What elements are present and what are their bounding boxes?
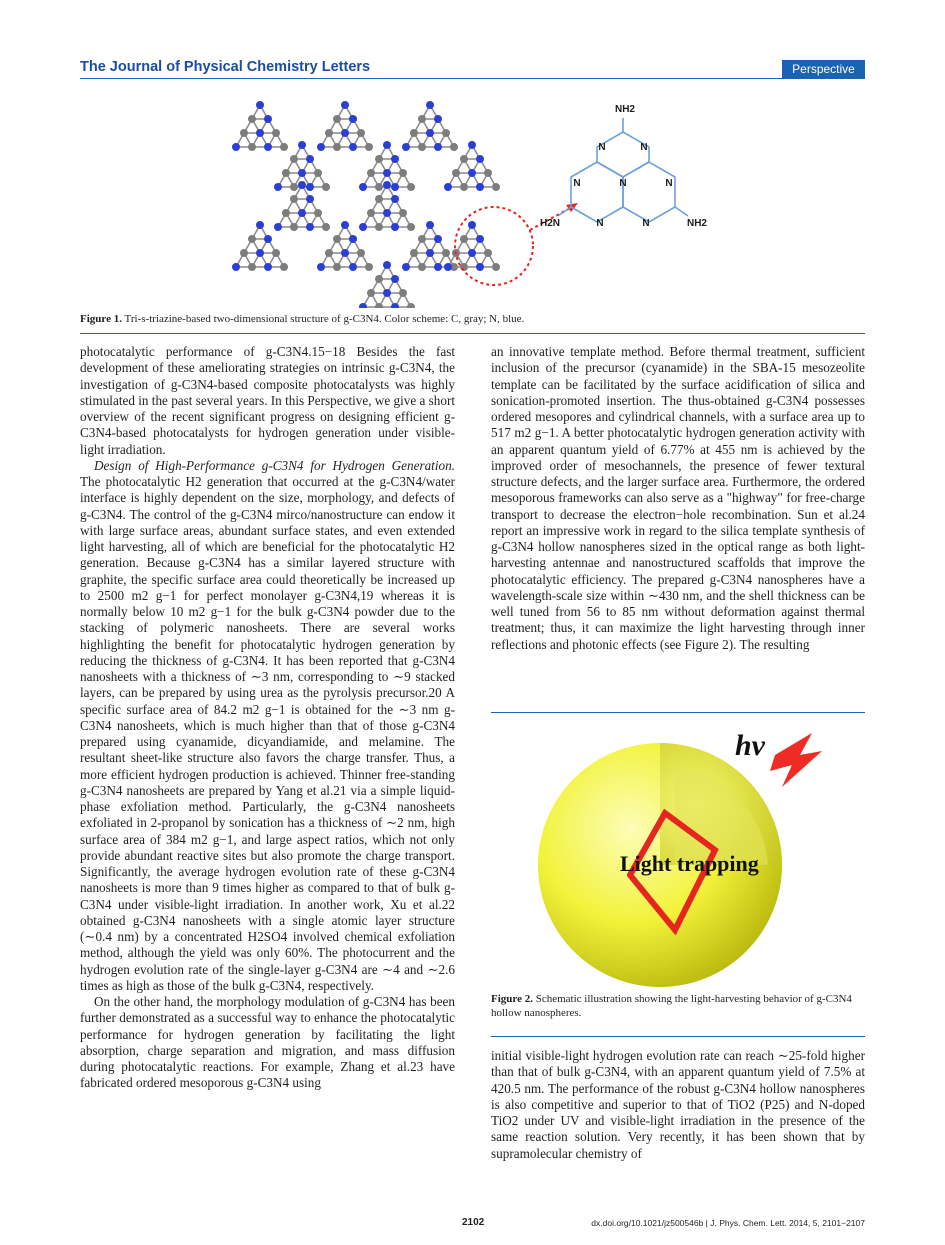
hv-label: hv <box>735 729 765 762</box>
carbon-atom <box>365 143 373 151</box>
carbon-atom <box>272 249 280 257</box>
carbon-atom <box>333 115 341 123</box>
right-column-top <box>491 344 865 653</box>
nitrogen-atom <box>256 129 264 137</box>
nitrogen-atom <box>306 195 314 203</box>
carbon-atom <box>290 183 298 191</box>
nitrogen-atom <box>468 221 476 229</box>
nitrogen-atom <box>383 181 391 189</box>
nitrogen-atom <box>317 263 325 271</box>
nitrogen-atom <box>476 155 484 163</box>
nitrogen-atom <box>476 183 484 191</box>
nitrogen-atom <box>391 155 399 163</box>
carbon-atom <box>452 169 460 177</box>
section-heading: Design of High-Performance g-C3N4 for Hydrogen Generation. <box>94 457 455 473</box>
carbon-atom <box>282 209 290 217</box>
carbon-atom <box>367 209 375 217</box>
highlight-circle <box>455 207 533 285</box>
carbon-atom <box>240 249 248 257</box>
nitrogen-atom <box>232 143 240 151</box>
nitrogen-atom <box>349 235 357 243</box>
heptazine-unit <box>558 118 688 222</box>
nitrogen-atom <box>391 223 399 231</box>
carbon-atom <box>248 263 256 271</box>
carbon-atom <box>365 263 373 271</box>
carbon-atom <box>484 169 492 177</box>
nitrogen-atom <box>274 223 282 231</box>
nitrogen-atom <box>341 221 349 229</box>
carbon-atom <box>375 195 383 203</box>
carbon-atom <box>248 143 256 151</box>
carbon-atom <box>325 249 333 257</box>
carbon-atom <box>460 155 468 163</box>
nitrogen-atom <box>391 195 399 203</box>
carbon-atom <box>418 143 426 151</box>
carbon-atom <box>442 249 450 257</box>
carbon-atom <box>484 249 492 257</box>
nitrogen-atom <box>468 141 476 149</box>
carbon-atom <box>410 249 418 257</box>
nitrogen-atom <box>232 263 240 271</box>
carbon-atom <box>322 223 330 231</box>
figure-1-rule <box>80 333 865 334</box>
nitrogen-atom <box>383 169 391 177</box>
nitrogen-atom <box>476 263 484 271</box>
carbon-atom <box>410 129 418 137</box>
nitrogen-atom <box>402 263 410 271</box>
carbon-atom <box>325 129 333 137</box>
right-column-bottom <box>491 1048 865 1162</box>
nitrogen-atom <box>341 129 349 137</box>
carbon-atom <box>314 169 322 177</box>
nitrogen-atom <box>341 249 349 257</box>
nitrogen-atom <box>349 263 357 271</box>
carbon-atom <box>399 209 407 217</box>
carbon-atom <box>418 115 426 123</box>
carbon-atom <box>460 235 468 243</box>
nitrogen-atom <box>402 143 410 151</box>
carbon-atom <box>282 169 290 177</box>
nitrogen-atom <box>306 155 314 163</box>
carbon-atom <box>442 129 450 137</box>
carbon-atom <box>399 289 407 297</box>
nitrogen-atom <box>444 263 452 271</box>
light-trapping-label: Light trapping <box>620 851 759 876</box>
nitrogen-atom <box>426 249 434 257</box>
paragraph <box>80 458 455 994</box>
nitrogen-atom <box>383 261 391 269</box>
carbon-atom <box>367 169 375 177</box>
carbon-atom <box>248 115 256 123</box>
nitrogen-atom <box>298 181 306 189</box>
nitrogen-atom <box>298 209 306 217</box>
nitrogen-atom <box>256 221 264 229</box>
doi-citation: dx.doi.org/10.1021/jz500546b | J. Phys. Chem. Lett. 2014, 5, 2101−2107 <box>591 1218 865 1228</box>
paragraph: an innovative template method. Before thermal treatment, sufficient inclusion of the precursor (cyanamide) in the SBA-15 mesozeolite template can be facilitated by the surface acidification of silica and sonication-promoted insertion. The thus-obtained g-C3N4 possesses ordered mesopores and cylindrical channels, with a surface area up to 517 m2 g−1. A better photocatalytic hydrogen generation activity with an apparent quantum yield of 6.77% at 455 nm is achieved by the improved order of mesochannels, the presence of fewer textural structure defects, and the larger surface area. Furthermore, the ordered mesoporous frameworks can also serve as a "highway" for free-charge transport to decrease the electron−hole recombination. Sun et al.24 report an impressive work in regard to the silica template synthesis of g-C3N4 hollow nanospheres sized in the optical range as both light-harvesting antennae and nanostructured scaffolds that improve the photocatalytic efficiency. The prepared g-C3N4 nanospheres have a wavelength-scale size within ∼430 nm, and the shell thickness can be well tuned from 56 to 85 nm without deformation against thermal treatment; thus, it can maximize the light harvesting through inner reflections and photonic effects (see Figure 2). The resulting <box>491 344 865 652</box>
figure-2-bottom-rule <box>491 1036 865 1037</box>
label-h2n-left: H2N <box>539 218 561 229</box>
carbon-atom <box>407 183 415 191</box>
header-rule <box>80 78 865 79</box>
carbon-atom <box>375 303 383 308</box>
nitrogen-atom <box>359 303 367 308</box>
carbon-atom <box>407 303 415 308</box>
carbon-atom <box>357 249 365 257</box>
page-number: 2102 <box>462 1217 485 1228</box>
nitrogen-atom <box>468 249 476 257</box>
nitrogen-atom <box>306 223 314 231</box>
carbon-atom <box>280 263 288 271</box>
nitrogen-atom <box>256 101 264 109</box>
carbon-atom <box>460 183 468 191</box>
nitrogen-atom <box>306 183 314 191</box>
nitrogen-atom <box>434 143 442 151</box>
nitrogen-atom <box>349 115 357 123</box>
nitrogen-atom <box>434 115 442 123</box>
lightning-bolt-icon <box>770 733 822 787</box>
label-n: N <box>598 142 606 153</box>
carbon-atom <box>407 223 415 231</box>
carbon-atom <box>492 263 500 271</box>
carbon-atom <box>492 183 500 191</box>
nitrogen-atom <box>426 221 434 229</box>
nitrogen-atom <box>359 183 367 191</box>
figure-2-label: Figure 2. <box>491 993 533 1005</box>
figure-2-hollow-sphere <box>530 725 830 990</box>
left-column <box>80 344 455 1092</box>
carbon-atom <box>399 169 407 177</box>
carbon-atom <box>333 143 341 151</box>
carbon-atom <box>314 209 322 217</box>
figure-2-caption <box>491 992 865 1020</box>
nitrogen-atom <box>434 235 442 243</box>
label-n: N <box>596 218 604 229</box>
carbon-atom <box>333 263 341 271</box>
figure-1-caption <box>80 313 524 325</box>
nitrogen-atom <box>391 275 399 283</box>
nitrogen-atom <box>444 183 452 191</box>
label-n: N <box>642 218 650 229</box>
carbon-atom <box>290 155 298 163</box>
paragraph: On the other hand, the morphology modulation of g-C3N4 has been further demonstrated as a successful way to enhance the photocatalytic performance for hydrogen generation by facilitating the light absorption, charge separation and migration, and mass diffusion during photocatalytic reactions. For example, Zhang et al.23 have fabricated ordered mesoporous g-C3N4 using <box>80 994 455 1091</box>
nitrogen-atom <box>426 101 434 109</box>
label-n: N <box>665 178 673 189</box>
nitrogen-atom <box>298 169 306 177</box>
figure-2-caption-text: Schematic illustration showing the light-harvesting behavior of g-C3N4 hollow nanospheres. <box>491 993 852 1019</box>
nitrogen-atom <box>298 141 306 149</box>
label-nh2-top: NH2 <box>614 104 636 115</box>
paragraph: initial visible-light hydrogen evolution rate can reach ∼25-fold higher than that of bulk g-C3N4, with an apparent quantum yield of 7.5% at 420.5 nm. The performance of the robust g-C3N4 hollow nanospheres is also competitive and superior to that of TiO2 (P25) and N-doped TiO2 under UV and visible-light irradiation in the presence of the same reaction solution. Very recently, it has been shown that by supramolecular chemistry of <box>491 1048 865 1161</box>
nitrogen-atom <box>383 289 391 297</box>
g-c3n4-lattice <box>232 101 500 308</box>
label-n: N <box>573 178 581 189</box>
carbon-atom <box>450 143 458 151</box>
nitrogen-atom <box>391 183 399 191</box>
nitrogen-atom <box>349 143 357 151</box>
figure-1-label: Figure 1. <box>80 313 122 325</box>
nitrogen-atom <box>359 223 367 231</box>
nitrogen-atom <box>274 183 282 191</box>
carbon-atom <box>375 183 383 191</box>
carbon-atom <box>357 129 365 137</box>
carbon-atom <box>290 195 298 203</box>
figure-1-caption-text: Tri-s-triazine-based two-dimensional structure of g-C3N4. Color scheme: C, gray; N, blue. <box>124 313 525 325</box>
nitrogen-atom <box>383 141 391 149</box>
carbon-atom <box>248 235 256 243</box>
carbon-atom <box>290 223 298 231</box>
label-n: N <box>640 142 648 153</box>
figure-2-top-rule <box>491 712 865 713</box>
label-n: N <box>619 178 627 189</box>
carbon-atom <box>367 289 375 297</box>
carbon-atom <box>280 143 288 151</box>
carbon-atom <box>272 129 280 137</box>
figure-1-structure <box>230 90 720 308</box>
paragraph-body: The photocatalytic H2 generation that occurred at the g-C3N4/water interface is highly dependent on the size, morphology, and defects of g-C3N4. The control of the g-C3N4 mirco/nanostructure can endow it with large surface areas, abundant surface states, and even extended light harvesting, all of which are beneficial for the photocatalytic H2 generation. Because g-C3N4 has a similar layered structure with graphite, the specific surface area could theoretically be increased up to 2500 m2 g−1 for perfect monolayer g-C3N4,19 whereas it is normally below 10 m2 g−1 for the bulk g-C3N4 powder due to the stacking of polymeric nanosheets. There are several works highlighting the benefit for photocatalytic hydrogen generation by reducing the thickness of g-C3N4. It has been reported that g-C3N4 nanosheets with a thickness of ∼3 nm, corresponding to ∼9 stacked layers, can be prepared by using urea as the pyrolysis precursor.20 A specific surface area of 84.2 m2 g−1 is obtained for the ∼3 nm g-C3N4 nanosheets, which is much higher than that of those g-C3N4 prepared using cyanamide, dicyandiamide, and melamine. The resultant sheet-like structure also favors the charge transfer. Thus, a more efficient hydrogen production is achieved. Thinner free-standing g-C3N4 nanosheets are prepared by Yang et al.21 via a simple liquid-phase exfoliation method. Particularly, the g-C3N4 nanosheets exfoliated in 2-propanol by sonication has a thickness of ∼2 nm, high surface area of 384 m2 g−1, and large aspect ratios, which not only provide abundant reactive sites but also promote the charge transport. Significantly, the average hydrogen evolution rate of these g-C3N4 nanosheets is more than 9 times higher as compared to that of bulk g-C3N4 under visible-light irradiation. In another work, Xu et al.22 obtained g-C3N4 nanosheets with a single atomic layer structure (∼0.4 nm) by a concentrated H2SO4 involved chemical exfoliation method, although the yield was only 60%. The photocurrent and the hydrogen evolution rate of the single-layer g-C3N4 are ∼4 and ∼2.6 times as high as those of the bulk g-C3N4, respectively. <box>80 474 455 993</box>
carbon-atom <box>240 129 248 137</box>
nitrogen-atom <box>391 303 399 308</box>
nitrogen-atom <box>426 129 434 137</box>
carbon-atom <box>322 183 330 191</box>
nitrogen-atom <box>317 143 325 151</box>
nitrogen-atom <box>476 235 484 243</box>
label-nh2-right: NH2 <box>686 218 708 229</box>
nitrogen-atom <box>383 209 391 217</box>
nitrogen-atom <box>434 263 442 271</box>
paragraph: photocatalytic performance of g-C3N4.15−18 Besides the fast development of these ameliorating strategies on intrinsic g-C3N4, the investigation of g-C3N4-based composite photocatalysts was highly stimulated in the past several years. In this Perspective, we give a short overview of the recent significant progress on designing efficient g-C3N4-based photocatalysts for hydrogen generation under visible-light irradiation. <box>80 344 456 457</box>
carbon-atom <box>375 275 383 283</box>
nitrogen-atom <box>341 101 349 109</box>
carbon-atom <box>375 155 383 163</box>
nitrogen-atom <box>256 249 264 257</box>
carbon-atom <box>375 223 383 231</box>
section-badge: Perspective <box>782 60 865 78</box>
nitrogen-atom <box>264 115 272 123</box>
nitrogen-atom <box>264 143 272 151</box>
journal-title: The Journal of Physical Chemistry Letters <box>80 59 371 75</box>
nitrogen-atom <box>264 235 272 243</box>
carbon-atom <box>418 235 426 243</box>
carbon-atom <box>333 235 341 243</box>
nitrogen-atom <box>468 169 476 177</box>
carbon-atom <box>418 263 426 271</box>
nitrogen-atom <box>264 263 272 271</box>
